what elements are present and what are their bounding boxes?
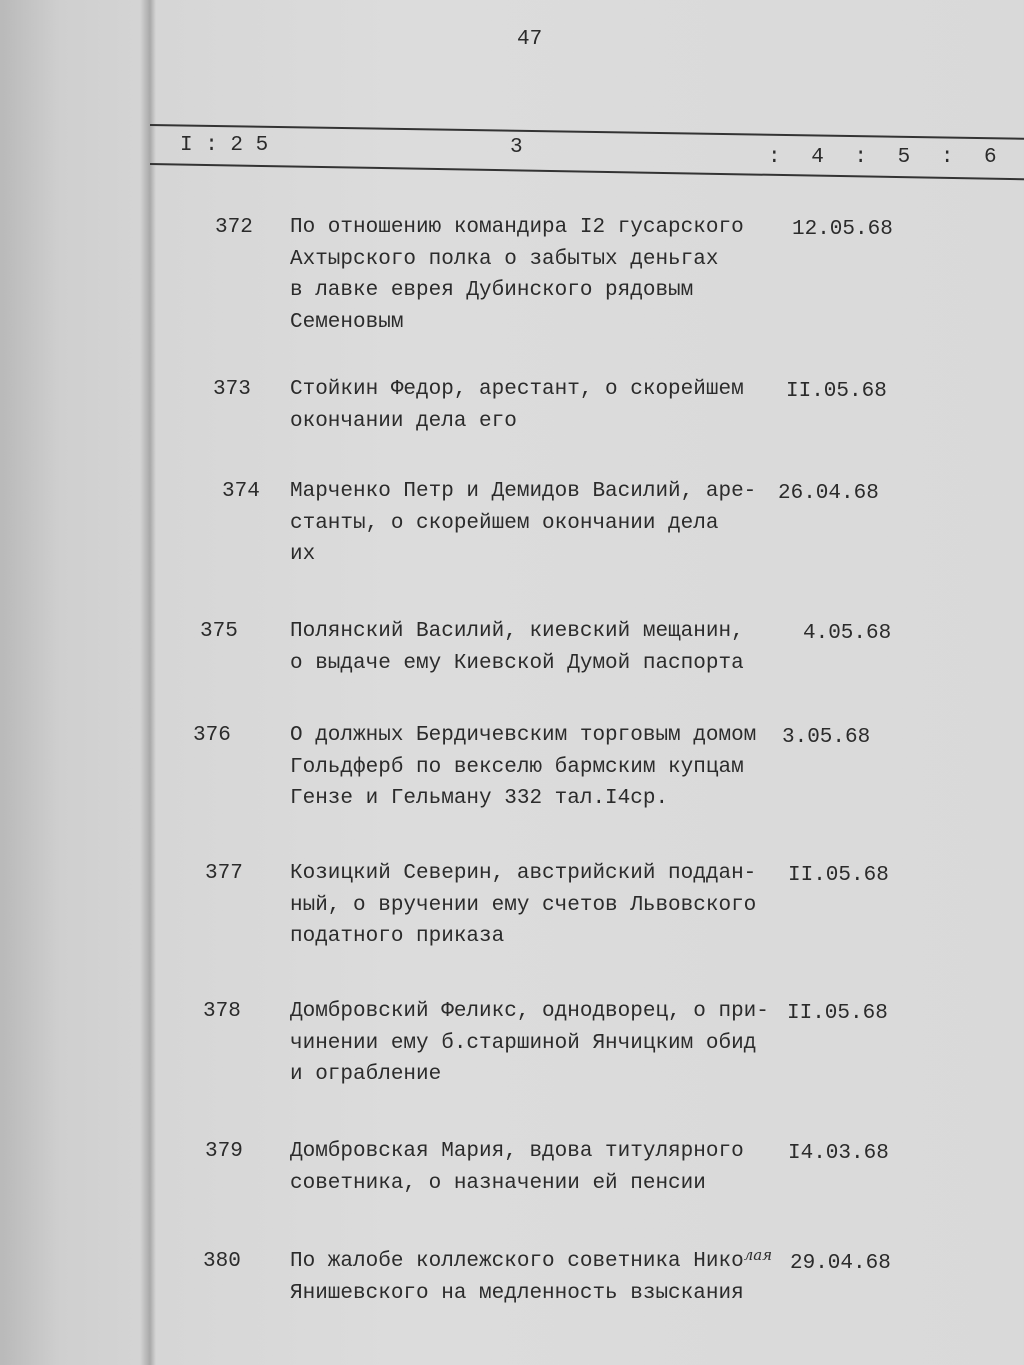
description-line	[290, 858, 756, 890]
entry-number: 379	[205, 1140, 243, 1163]
description-line	[290, 1168, 744, 1200]
line-text: и ограбление	[290, 1063, 442, 1086]
line-text: Семеновым	[290, 310, 404, 334]
entry-date: I4.03.68	[788, 1142, 889, 1165]
line-text: О должных Бердичевским торговым домом	[290, 724, 757, 747]
entry-number: 374	[222, 480, 260, 503]
entry-description	[290, 996, 769, 1091]
page-number: 47	[517, 28, 543, 51]
line-text: в лавке еврея Дубинского рядовым	[290, 279, 694, 302]
description-line	[290, 996, 769, 1028]
description-line	[290, 720, 756, 752]
line-text: станты, о скорейшем окончании дела	[290, 511, 719, 535]
description-line	[290, 212, 744, 244]
entry-description	[290, 374, 744, 437]
entry-description	[290, 212, 744, 338]
description-line	[290, 244, 744, 276]
entry-date: 12.05.68	[792, 218, 893, 241]
description-line	[290, 539, 756, 571]
line-text: По отношению командира I2 гусарского	[290, 216, 744, 239]
line-text: Гольдферб по векселю бармским купцам	[290, 755, 744, 779]
description-line	[290, 1246, 772, 1278]
description-line	[290, 508, 756, 540]
line-text: Марченко Петр и Демидов Василий, аре-	[290, 480, 757, 503]
description-line	[290, 275, 744, 307]
entry-date: 29.04.68	[790, 1252, 891, 1275]
description-line	[290, 1136, 744, 1168]
description-line	[290, 374, 744, 406]
entry-number: 377	[205, 862, 243, 885]
line-text: Ахтырского полка о забытых деньгах	[290, 247, 719, 271]
entry-number: 373	[213, 378, 251, 401]
description-line	[290, 783, 756, 815]
line-text: Стойкин Федор, арестант, о скорейшем	[290, 378, 744, 401]
entry-date: 3.05.68	[782, 726, 871, 749]
line-text: Домбровская Мария, вдова титулярного	[290, 1140, 744, 1163]
entry-date: II.05.68	[786, 380, 887, 403]
line-text: Янишевского на медленность взыскания	[290, 1281, 744, 1305]
line-text: податного приказа	[290, 925, 505, 948]
description-line	[290, 890, 756, 922]
header-column-3: 3	[510, 136, 523, 159]
line-text: ный, о вручении ему счетов Львовского	[290, 893, 757, 917]
description-line	[290, 1028, 769, 1060]
entry-number: 376	[193, 724, 231, 747]
description-line	[290, 616, 744, 648]
line-text: советника, о назначении ей пенсии	[290, 1171, 706, 1195]
description-line	[290, 1059, 769, 1091]
entry-number: 372	[215, 216, 253, 239]
entry-number: 378	[203, 1000, 241, 1023]
description-line	[290, 1278, 772, 1310]
entry-description	[290, 858, 756, 953]
entry-description	[290, 1136, 744, 1199]
handwritten-correction: лая	[743, 1246, 773, 1264]
line-text: их	[290, 543, 316, 566]
description-line	[290, 406, 744, 438]
entry-number: 375	[200, 620, 238, 643]
description-line	[290, 921, 756, 953]
header-columns-4-6: : 4 : 5 : 6	[768, 146, 997, 169]
description-line	[290, 648, 744, 680]
header-columns-1-2: I : 2 5	[180, 134, 269, 157]
entry-description	[290, 476, 756, 571]
line-text: Полянский Василий, киевский мещанин,	[290, 620, 744, 643]
line-text: Гензе и Гельману 332 тал.I4ср.	[290, 787, 669, 810]
entry-description	[290, 616, 744, 679]
description-line	[290, 307, 744, 339]
line-text: чинении ему б.старшиной Янчицким обид	[290, 1031, 757, 1055]
line-text: окончании дела его	[290, 409, 517, 433]
entry-date: II.05.68	[788, 864, 889, 887]
description-line	[290, 476, 756, 508]
entry-number: 380	[203, 1250, 241, 1273]
description-line	[290, 752, 756, 784]
entry-description	[290, 720, 756, 815]
entry-date: II.05.68	[787, 1002, 888, 1025]
header-top-rule	[150, 124, 1024, 140]
entry-date: 4.05.68	[803, 622, 892, 645]
line-text: Домбровский Феликс, однодворец, о при-	[290, 1000, 769, 1023]
line-text: По жалобе коллежского советника Нико	[290, 1250, 744, 1273]
line-text: Козицкий Северин, австрийский поддан-	[290, 862, 757, 885]
entry-date: 26.04.68	[778, 482, 879, 505]
entry-description	[290, 1246, 772, 1309]
line-text: о выдаче ему Киевской Думой паспорта	[290, 651, 744, 675]
